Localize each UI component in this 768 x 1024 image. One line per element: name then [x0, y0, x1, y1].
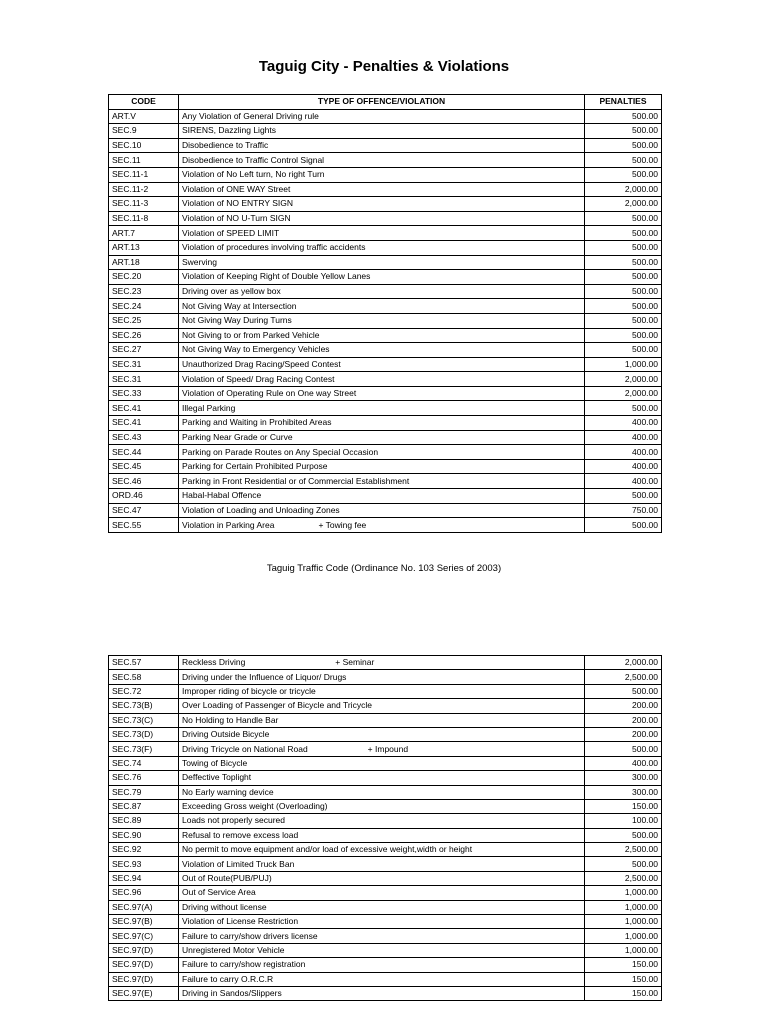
violation-description: Failure to carry O.R.C.R: [182, 973, 274, 984]
violation-code: SEC.87: [109, 799, 179, 813]
violation-penalty: 200.00: [585, 727, 662, 741]
violation-description: Driving Outside Bicycle: [182, 729, 270, 740]
violation-code: SEC.73(D): [109, 727, 179, 741]
header-code: CODE: [109, 95, 179, 110]
violation-description: Any Violation of General Driving rule: [182, 110, 319, 121]
violation-code: SEC.97(E): [109, 986, 179, 1000]
table-row: [109, 109, 662, 124]
violation-penalty: 2,500.00: [585, 871, 662, 885]
violation-code: SEC.97(A): [109, 900, 179, 914]
violation-penalty: 2,500.00: [585, 843, 662, 857]
violation-description: Loads not properly secured: [182, 815, 286, 826]
violation-description-cell: [179, 799, 585, 813]
table-row: [109, 153, 662, 168]
violation-extra-note: + Seminar: [335, 657, 375, 668]
violation-description-cell: [179, 167, 585, 182]
violation-penalty: 750.00: [585, 503, 662, 518]
violation-code: SEC.44: [109, 445, 179, 460]
violations-table-continued-body: [109, 656, 662, 1001]
violation-penalty: 2,500.00: [585, 670, 662, 684]
violation-description-cell: [179, 240, 585, 255]
violation-description: No Holding to Handle Bar: [182, 714, 279, 725]
violation-description: Over Loading of Passenger of Bicycle and Tricycle: [182, 700, 372, 711]
violation-description-cell: [179, 416, 585, 431]
violation-code: SEC.73(C): [109, 713, 179, 727]
violation-penalty: 500.00: [585, 153, 662, 168]
violation-code: SEC.94: [109, 871, 179, 885]
violation-description: Parking in Front Residential or of Commercial Establishment: [182, 475, 410, 486]
violation-penalty: 500.00: [585, 299, 662, 314]
violation-description: Violation of Speed/ Drag Racing Contest: [182, 373, 335, 384]
violation-penalty: 1,000.00: [585, 929, 662, 943]
violation-penalty: 500.00: [585, 124, 662, 139]
violation-penalty: 500.00: [585, 313, 662, 328]
violation-description-cell: [179, 138, 585, 153]
violation-description-cell: [179, 372, 585, 387]
violation-code: SEC.47: [109, 503, 179, 518]
table-row: [109, 445, 662, 460]
table-row: [109, 270, 662, 285]
violation-code: SEC.73(F): [109, 742, 179, 756]
violation-description-cell: [179, 518, 585, 533]
violation-code: SEC.23: [109, 284, 179, 299]
violation-code: SEC.31: [109, 372, 179, 387]
violation-penalty: 150.00: [585, 958, 662, 972]
violation-description-cell: [179, 785, 585, 799]
violation-description: Violation of SPEED LIMIT: [182, 227, 280, 238]
table-row: [109, 670, 662, 684]
violation-description: Swerving: [182, 256, 217, 267]
table-row: [109, 226, 662, 241]
table-row: [109, 986, 662, 1000]
violation-description-cell: [179, 656, 585, 670]
table-row: [109, 211, 662, 226]
table-row: [109, 886, 662, 900]
page-title: Taguig City - Penalties & Violations: [258, 58, 510, 75]
violation-penalty: 500.00: [585, 138, 662, 153]
violation-description-cell: [179, 226, 585, 241]
violation-description-cell: [179, 857, 585, 871]
violation-description-cell: [179, 109, 585, 124]
violation-penalty: 500.00: [585, 255, 662, 270]
header-penalties: PENALTIES: [585, 95, 662, 110]
violation-code: SEC.25: [109, 313, 179, 328]
violation-description-cell: [179, 742, 585, 756]
table-row: [109, 742, 662, 756]
violation-description-cell: [179, 929, 585, 943]
violation-description-cell: [179, 474, 585, 489]
violation-description-cell: [179, 182, 585, 197]
violation-penalty: 500.00: [585, 270, 662, 285]
table-row: [109, 299, 662, 314]
violation-penalty: 200.00: [585, 713, 662, 727]
violation-penalty: 500.00: [585, 328, 662, 343]
violation-code: SEC.97(D): [109, 943, 179, 957]
violation-penalty: 150.00: [585, 972, 662, 986]
violation-description-cell: [179, 713, 585, 727]
violation-description: Unregistered Motor Vehicle: [182, 945, 285, 955]
violation-penalty: 2,000.00: [585, 386, 662, 401]
violation-description-cell: [179, 153, 585, 168]
violation-code: SEC.74: [109, 756, 179, 770]
table-row: [109, 459, 662, 474]
violation-penalty: 300.00: [585, 785, 662, 799]
table-row: [109, 372, 662, 387]
violation-description-cell: [179, 915, 585, 929]
table-row: [109, 503, 662, 518]
violation-description-cell: [179, 386, 585, 401]
violation-code: SEC.11-2: [109, 182, 179, 197]
table-row: [109, 828, 662, 842]
violation-code: SEC.27: [109, 343, 179, 358]
violation-code: SEC.43: [109, 430, 179, 445]
table-row: [109, 684, 662, 698]
violation-description: Driving over as yellow box: [182, 286, 281, 297]
violation-penalty: 500.00: [585, 684, 662, 698]
violation-penalty: 2,000.00: [585, 372, 662, 387]
violation-description: Not Giving Way at Intersection: [182, 300, 297, 311]
table-row: [109, 430, 662, 445]
violation-description: Not Giving Way During Turns: [182, 315, 292, 326]
violation-description: Towing of Bicycle: [182, 757, 248, 768]
violation-code: SEC.97(D): [109, 972, 179, 986]
violation-penalty: 300.00: [585, 771, 662, 785]
violation-description: Driving without license: [182, 901, 267, 912]
violation-penalty: 500.00: [585, 226, 662, 241]
violation-code: SEC.79: [109, 785, 179, 799]
violation-description: Driving under the Influence of Liquor/ Drugs: [182, 671, 347, 682]
violation-description-cell: [179, 489, 585, 504]
violation-penalty: 2,000.00: [585, 197, 662, 212]
violation-code: SEC.57: [109, 656, 179, 670]
table-row: [109, 386, 662, 401]
violation-code: SEC.11: [109, 153, 179, 168]
violation-description-cell: [179, 771, 585, 785]
violation-description: Violation of Operating Rule on One way Street: [182, 388, 357, 399]
violation-penalty: 500.00: [585, 742, 662, 756]
table-row: [109, 489, 662, 504]
violation-description-cell: [179, 886, 585, 900]
table-row: [109, 958, 662, 972]
table-row: [109, 401, 662, 416]
table-row: [109, 900, 662, 914]
table-row: [109, 771, 662, 785]
violation-description-cell: [179, 328, 585, 343]
violation-penalty: 500.00: [585, 109, 662, 124]
violation-description-cell: [179, 401, 585, 416]
violation-description: Violation of Keeping Right of Double Yellow Lanes: [182, 271, 371, 282]
table-row: [109, 713, 662, 727]
violation-code: SEC.97(C): [109, 929, 179, 943]
violation-description-cell: [179, 284, 585, 299]
violation-description-cell: [179, 986, 585, 1000]
violation-code: ART.13: [109, 240, 179, 255]
violation-description-cell: [179, 445, 585, 460]
violation-description: Not Giving Way to Emergency Vehicles: [182, 344, 330, 355]
violation-code: SEC.97(B): [109, 915, 179, 929]
violation-description-cell: [179, 299, 585, 314]
violation-description: No Early warning device: [182, 786, 274, 797]
violation-description: Disobedience to Traffic Control Signal: [182, 154, 325, 165]
violation-penalty: 100.00: [585, 814, 662, 828]
violation-description: Improper riding of bicycle or tricycle: [182, 685, 316, 696]
violation-description: Driving in Sandos/Slippers: [182, 988, 282, 999]
violation-description-cell: [179, 727, 585, 741]
violations-table-body: [109, 109, 662, 532]
table-row: [109, 814, 662, 828]
violation-extra-note: + Towing fee: [318, 519, 367, 530]
violation-code: SEC.10: [109, 138, 179, 153]
violation-penalty: 200.00: [585, 699, 662, 713]
violation-description-cell: [179, 900, 585, 914]
violation-description: Reckless Driving: [182, 657, 246, 668]
violation-code: SEC.11-1: [109, 167, 179, 182]
violation-penalty: 400.00: [585, 416, 662, 431]
violation-description-cell: [179, 255, 585, 270]
violation-description: Violation of Loading and Unloading Zones: [182, 504, 340, 515]
violation-code: SEC.72: [109, 684, 179, 698]
violation-code: SEC.97(D): [109, 958, 179, 972]
table-row: [109, 943, 662, 957]
violation-description: SIRENS, Dazzling Lights: [182, 125, 277, 136]
violation-description-cell: [179, 972, 585, 986]
violation-code: SEC.26: [109, 328, 179, 343]
violation-description: Failure to carry/show registration: [182, 959, 306, 970]
violation-description-cell: [179, 430, 585, 445]
violation-description-cell: [179, 871, 585, 885]
violation-description-cell: [179, 828, 585, 842]
violation-code: SEC.41: [109, 416, 179, 431]
table-row: [109, 138, 662, 153]
violation-description: Parking and Waiting in Prohibited Areas: [182, 417, 332, 428]
violation-description-cell: [179, 699, 585, 713]
violation-description-cell: [179, 124, 585, 139]
violation-description: Violation of ONE WAY Street: [182, 183, 291, 194]
table-row: [109, 656, 662, 670]
table-header-row: [109, 95, 662, 110]
violation-description-cell: [179, 756, 585, 770]
table-row: [109, 284, 662, 299]
violation-description: Violation of No Left turn, No right Turn: [182, 169, 325, 180]
table-row: [109, 727, 662, 741]
table-row: [109, 255, 662, 270]
violation-penalty: 500.00: [585, 828, 662, 842]
table-row: [109, 871, 662, 885]
violation-code: SEC.73(B): [109, 699, 179, 713]
table-row: [109, 785, 662, 799]
violation-code: ORD.46: [109, 489, 179, 504]
violation-code: SEC.9: [109, 124, 179, 139]
violation-description-cell: [179, 343, 585, 358]
table-row: [109, 124, 662, 139]
table-row: [109, 799, 662, 813]
table-row: [109, 915, 662, 929]
table-row: [109, 756, 662, 770]
table-row: [109, 357, 662, 372]
violation-penalty: 150.00: [585, 986, 662, 1000]
violation-code: SEC.11-3: [109, 197, 179, 212]
violation-description-cell: [179, 270, 585, 285]
table-row: [109, 240, 662, 255]
violation-penalty: 400.00: [585, 459, 662, 474]
violation-code: SEC.24: [109, 299, 179, 314]
violation-code: SEC.89: [109, 814, 179, 828]
violation-description: Driving Tricycle on National Road: [182, 743, 308, 754]
violation-description-cell: [179, 958, 585, 972]
violation-description-cell: [179, 459, 585, 474]
violation-description-cell: [179, 943, 585, 957]
violation-description: Out of Service Area: [182, 887, 256, 898]
violation-penalty: 400.00: [585, 756, 662, 770]
violation-penalty: 500.00: [585, 284, 662, 299]
violation-description: Illegal Parking: [182, 402, 236, 413]
table-row: [109, 857, 662, 871]
violation-code: SEC.20: [109, 270, 179, 285]
violation-description-cell: [179, 684, 585, 698]
violation-code: SEC.46: [109, 474, 179, 489]
violation-description: Violation of NO U-Turn SIGN: [182, 213, 291, 224]
violation-penalty: 1,000.00: [585, 915, 662, 929]
violation-description: Deffective Toplight: [182, 772, 252, 783]
table-row: [109, 313, 662, 328]
violation-penalty: 1,000.00: [585, 943, 662, 957]
violation-penalty: 150.00: [585, 799, 662, 813]
violation-description: Out of Route(PUB/PUJ): [182, 873, 272, 884]
violation-penalty: 500.00: [585, 240, 662, 255]
violation-description-cell: [179, 503, 585, 518]
footnote: Taguig Traffic Code (Ordinance No. 103 Series of 2003): [266, 563, 502, 574]
table-row: [109, 197, 662, 212]
violation-description: Disobedience to Traffic: [182, 140, 269, 151]
violation-penalty: 400.00: [585, 474, 662, 489]
violation-penalty: 400.00: [585, 445, 662, 460]
violation-description: Habal-Habal Offence: [182, 490, 262, 501]
violation-description: Parking on Parade Routes on Any Special Occasion: [182, 446, 379, 457]
violation-code: SEC.11-8: [109, 211, 179, 226]
violation-code: ART.7: [109, 226, 179, 241]
table-row: [109, 843, 662, 857]
violation-description: Violation in Parking Area: [182, 519, 275, 530]
violation-description: Violation of NO ENTRY SIGN: [182, 198, 294, 209]
violation-code: SEC.92: [109, 843, 179, 857]
violation-code: SEC.76: [109, 771, 179, 785]
violation-penalty: 1,000.00: [585, 900, 662, 914]
header-type: TYPE OF OFFENCE/VIOLATION: [179, 95, 585, 110]
table-row: [109, 972, 662, 986]
violation-penalty: 500.00: [585, 489, 662, 504]
violation-description-cell: [179, 197, 585, 212]
violation-description: Unauthorized Drag Racing/Speed Contest: [182, 358, 341, 369]
violation-code: SEC.55: [109, 518, 179, 533]
table-row: [109, 518, 662, 533]
violation-description: Refusal to remove excess load: [182, 829, 299, 840]
violation-penalty: 500.00: [585, 343, 662, 358]
violation-penalty: 1,000.00: [585, 886, 662, 900]
violation-description: Violation of procedures involving traffic accidents: [182, 242, 366, 253]
violation-code: ART.V: [109, 109, 179, 124]
violation-penalty: 500.00: [585, 857, 662, 871]
table-row: [109, 182, 662, 197]
table-row: [109, 929, 662, 943]
violation-extra-note: + Impound: [367, 743, 409, 754]
violation-penalty: 500.00: [585, 167, 662, 182]
table-row: [109, 474, 662, 489]
violation-penalty: 2,000.00: [585, 182, 662, 197]
violation-penalty: 500.00: [585, 518, 662, 533]
violation-description: Exceeding Gross weight (Overloading): [182, 801, 328, 812]
violation-code: SEC.41: [109, 401, 179, 416]
violation-penalty: 400.00: [585, 430, 662, 445]
violation-code: SEC.90: [109, 828, 179, 842]
violation-description-cell: [179, 357, 585, 372]
violation-code: ART.18: [109, 255, 179, 270]
violation-description-cell: [179, 313, 585, 328]
violation-description: Violation of Limited Truck Ban: [182, 858, 295, 869]
violation-description: Parking Near Grade or Curve: [182, 431, 293, 442]
violation-description: Parking for Certain Prohibited Purpose: [182, 461, 328, 472]
violation-code: SEC.58: [109, 670, 179, 684]
violation-code: SEC.93: [109, 857, 179, 871]
table-row: [109, 328, 662, 343]
table-row: [109, 699, 662, 713]
violation-description: Not Giving to or from Parked Vehicle: [182, 329, 320, 340]
table-row: [109, 416, 662, 431]
table-row: [109, 343, 662, 358]
violation-description: Violation of License Restriction: [182, 916, 299, 927]
violation-penalty: 500.00: [585, 401, 662, 416]
violation-description-cell: [179, 843, 585, 857]
violation-description: No permit to move equipment and/or load of excessive weight,width or height: [182, 844, 473, 855]
violation-penalty: 1,000.00: [585, 357, 662, 372]
violations-table-continued: [108, 655, 662, 1001]
violation-description: Failure to carry/show drivers license: [182, 930, 318, 941]
violation-description-cell: [179, 211, 585, 226]
violation-code: SEC.96: [109, 886, 179, 900]
violations-table: [108, 94, 662, 533]
violation-code: SEC.45: [109, 459, 179, 474]
violation-penalty: 500.00: [585, 211, 662, 226]
violation-penalty: 2,000.00: [585, 656, 662, 670]
violation-description-cell: [179, 814, 585, 828]
table-row: [109, 167, 662, 182]
violation-code: SEC.33: [109, 386, 179, 401]
violation-code: SEC.31: [109, 357, 179, 372]
violation-description-cell: [179, 670, 585, 684]
